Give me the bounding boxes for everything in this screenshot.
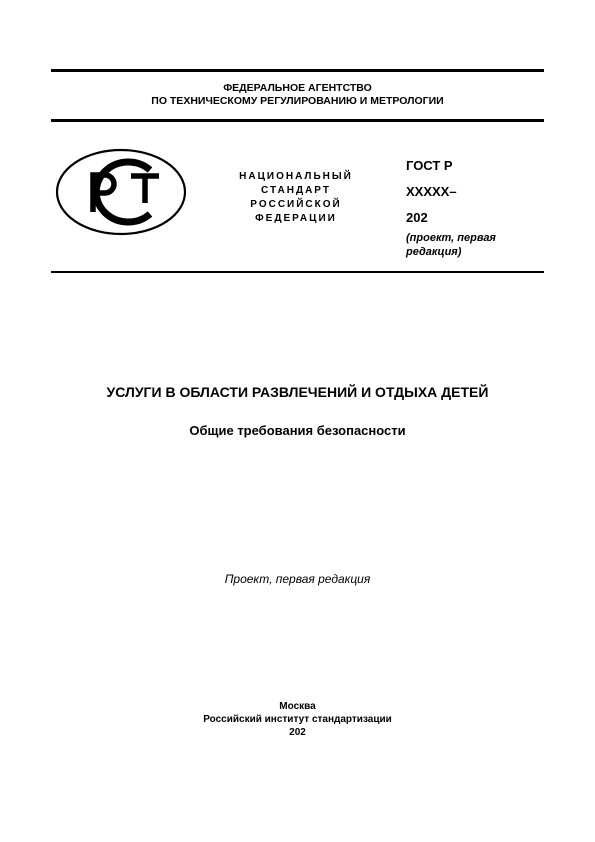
imprint-publisher: Российский институт стандартизации xyxy=(203,714,392,725)
bottom-rule xyxy=(51,271,544,273)
imprint xyxy=(40,700,555,739)
header-rule xyxy=(51,119,544,122)
national-standard-label xyxy=(215,170,377,226)
draft-label: Проект, первая редакция xyxy=(224,572,371,586)
agency-name-line-2: ПО ТЕХНИЧЕСКОМУ РЕГУЛИРОВАНИЮ И МЕТРОЛОГИИ xyxy=(151,95,444,107)
top-rule xyxy=(51,69,544,72)
national-standard-line-1: НАЦИОНАЛЬНЫЙ xyxy=(239,171,353,182)
imprint-city: Москва xyxy=(279,701,316,712)
designation-note-line-2: редакция) xyxy=(406,246,462,258)
imprint-year: 202 xyxy=(289,727,306,738)
national-standard-line-2: СТАНДАРТ xyxy=(261,185,331,196)
designation-number: XXXXX– xyxy=(406,184,457,199)
document-subtitle: Общие требования безопасности xyxy=(189,423,406,438)
national-standard-line-3: РОССИЙСКОЙ xyxy=(250,199,342,210)
designation-year: 202 xyxy=(406,210,428,225)
document-title: УСЛУГИ В ОБЛАСТИ РАЗВЛЕЧЕНИЙ И ОТДЫХА ДЕТЕЙ xyxy=(106,384,489,400)
designation-code: ГОСТ Р xyxy=(406,158,453,173)
standard-designation xyxy=(406,153,536,259)
designation-note-line-1: (проект, первая xyxy=(406,232,496,244)
rst-certification-mark-icon xyxy=(55,148,187,236)
agency-name-line-1: ФЕДЕРАЛЬНОЕ АГЕНТСТВО xyxy=(223,82,372,94)
national-standard-line-4: ФЕДЕРАЦИИ xyxy=(255,213,337,224)
